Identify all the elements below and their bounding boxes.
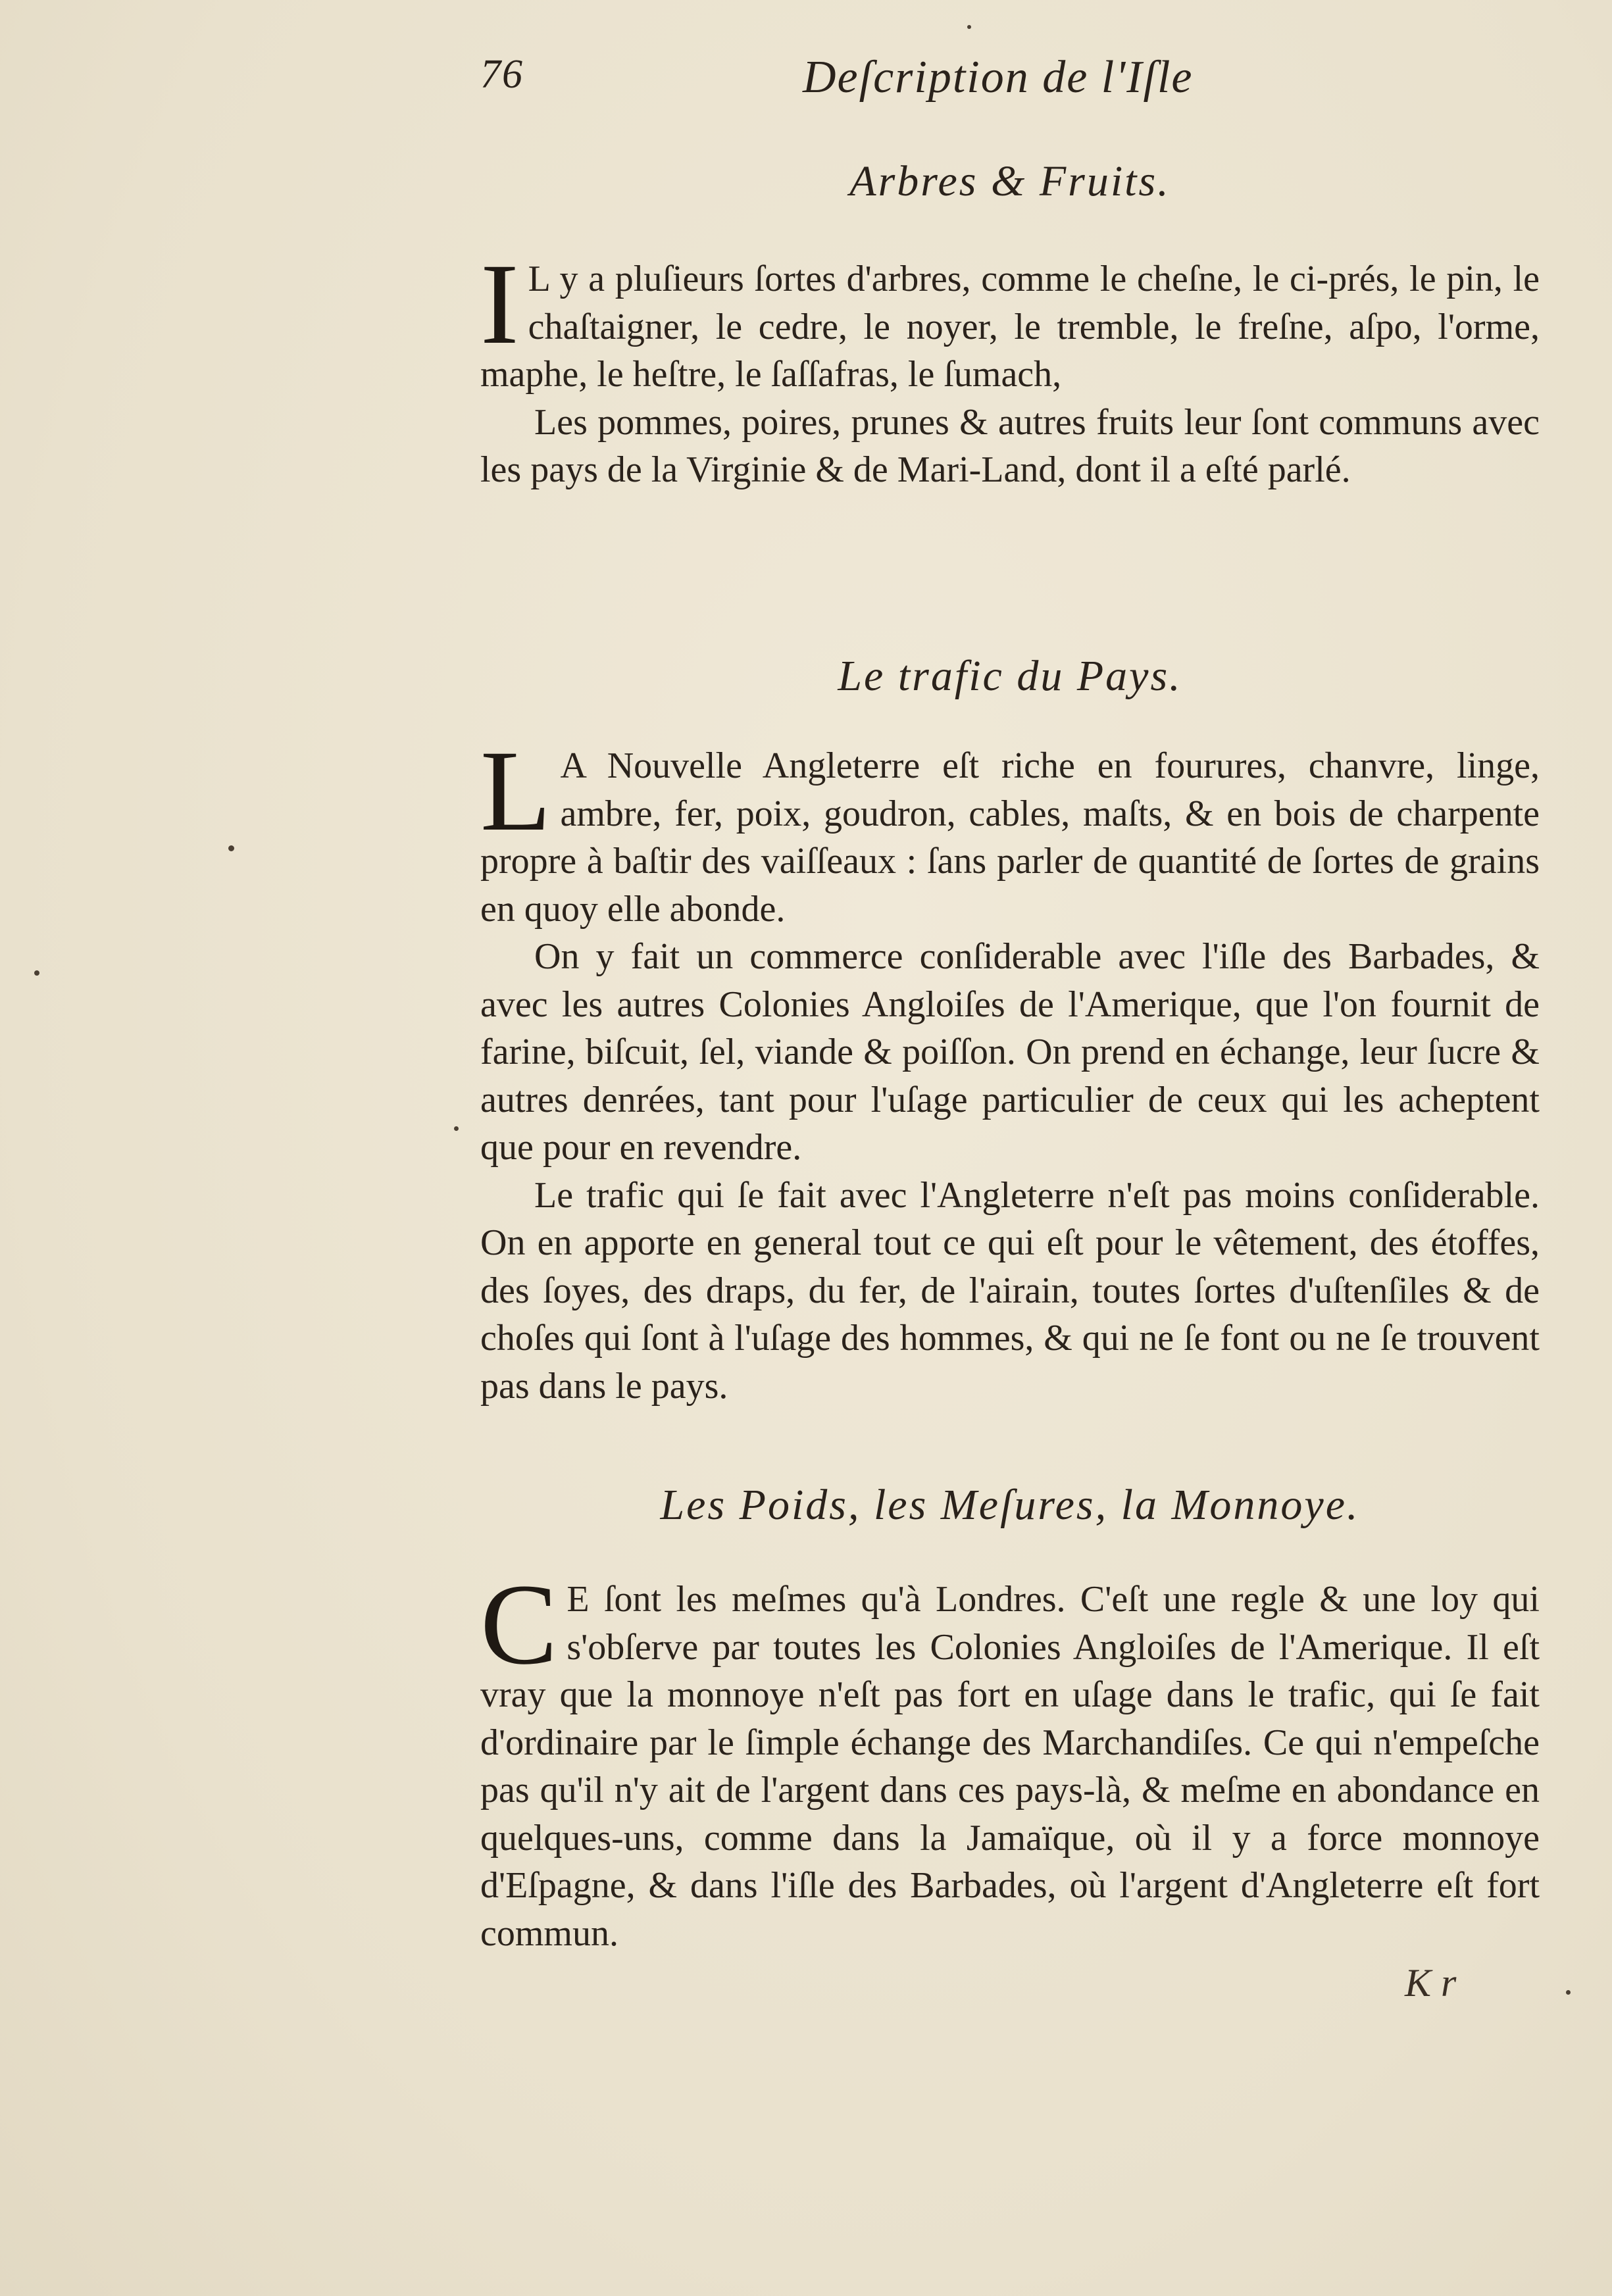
paper-speck	[967, 25, 971, 29]
drop-cap: L	[480, 727, 551, 855]
section-poids-mesures	[480, 1560, 1540, 1957]
paragraph: Les pommes, poires, prunes & autres fruits leur ſont communs avec les pays de la Virginie & de Mari-Land, dont il a eſté parlé.	[480, 401, 1540, 490]
paragraph: A Nouvelle Angleterre eſt riche en fourures, chanvre, linge, ambre, fer, poix, goudron, cables, maſts, & en bois de charpente propre à baſtir des vaiſſeaux : ſans parler de quantité de ſortes de grains en quoy elle abonde.	[480, 745, 1540, 930]
running-title: Deſcription de l'Iſle	[803, 52, 1194, 103]
paper-speck	[454, 1126, 459, 1131]
page-number: 76	[480, 52, 524, 97]
paragraph: E ſont les meſmes qu'à Londres. C'eſt une regle & une loy qui s'obſerve par toutes les Colonies Angloiſes de l'Amerique. Il eſt vray que la monnoye n'eſt pas fort en uſage dans le trafic, qui ſe fait d'ordinaire par le ſimple échange des Marchandiſes. Ce qui n'empeſche pas qu'il n'y ait de l'argent dans ces pays-là, & meſme en abondance en quelques-uns, comme dans la Jamaïque, où il y a force monnoye d'Eſpagne, & dans l'iſle des Barbades, où l'argent d'Angleterre eſt fort commun.	[480, 1579, 1540, 1954]
paragraph: Le trafic qui ſe fait avec l'Angleterre n'eſt pas moins conſiderable. On en apporte en general tout ce qui eſt pour le vêtement, des étoffes, des ſoyes, des draps, du fer, de l'airain, toutes ſortes d'uſtenſiles & de choſes qui ſont à l'uſage des hommes, & qui ne ſe font ou ne ſe trouvent pas dans le pays.	[480, 1174, 1540, 1407]
section-heading-arbres-fruits: Arbres & Fruits.	[849, 157, 1171, 205]
section-arbres-fruits	[480, 240, 1540, 494]
paper-speck	[34, 970, 39, 976]
section-trafic	[480, 727, 1540, 1410]
paper-speck	[228, 845, 234, 851]
section-heading-trafic: Le trafic du Pays.	[838, 652, 1182, 700]
running-head	[480, 51, 1244, 111]
catchword: K r	[1405, 1961, 1457, 2005]
paragraph: On y fait un commerce conſiderable avec l'iſle des Barbades, & avec les autres Colonies Angloiſes de l'Amerique, que l'on fournit de farine, biſcuit, ſel, viande & poiſſon. On prend en échange, leur ſucre & autres denrées, tant pour l'uſage particulier de ceux qui les acheptent que pour en revendre.	[480, 936, 1540, 1168]
section-heading-poids-mesures: Les Poids, les Meſures, la Monnoye.	[660, 1481, 1360, 1529]
paper-speck	[1566, 1990, 1571, 1995]
paragraph: L y a pluſieurs ſortes d'arbres, comme le cheſne, le ci-prés, le pin, le chaſtaigner, le cedre, le noyer, le tremble, le freſne, aſpo, l'orme, maphe, le heſtre, le ſaſſafras, le ſumach,	[480, 259, 1540, 395]
drop-cap: C	[480, 1560, 558, 1689]
drop-cap: I	[480, 240, 519, 368]
